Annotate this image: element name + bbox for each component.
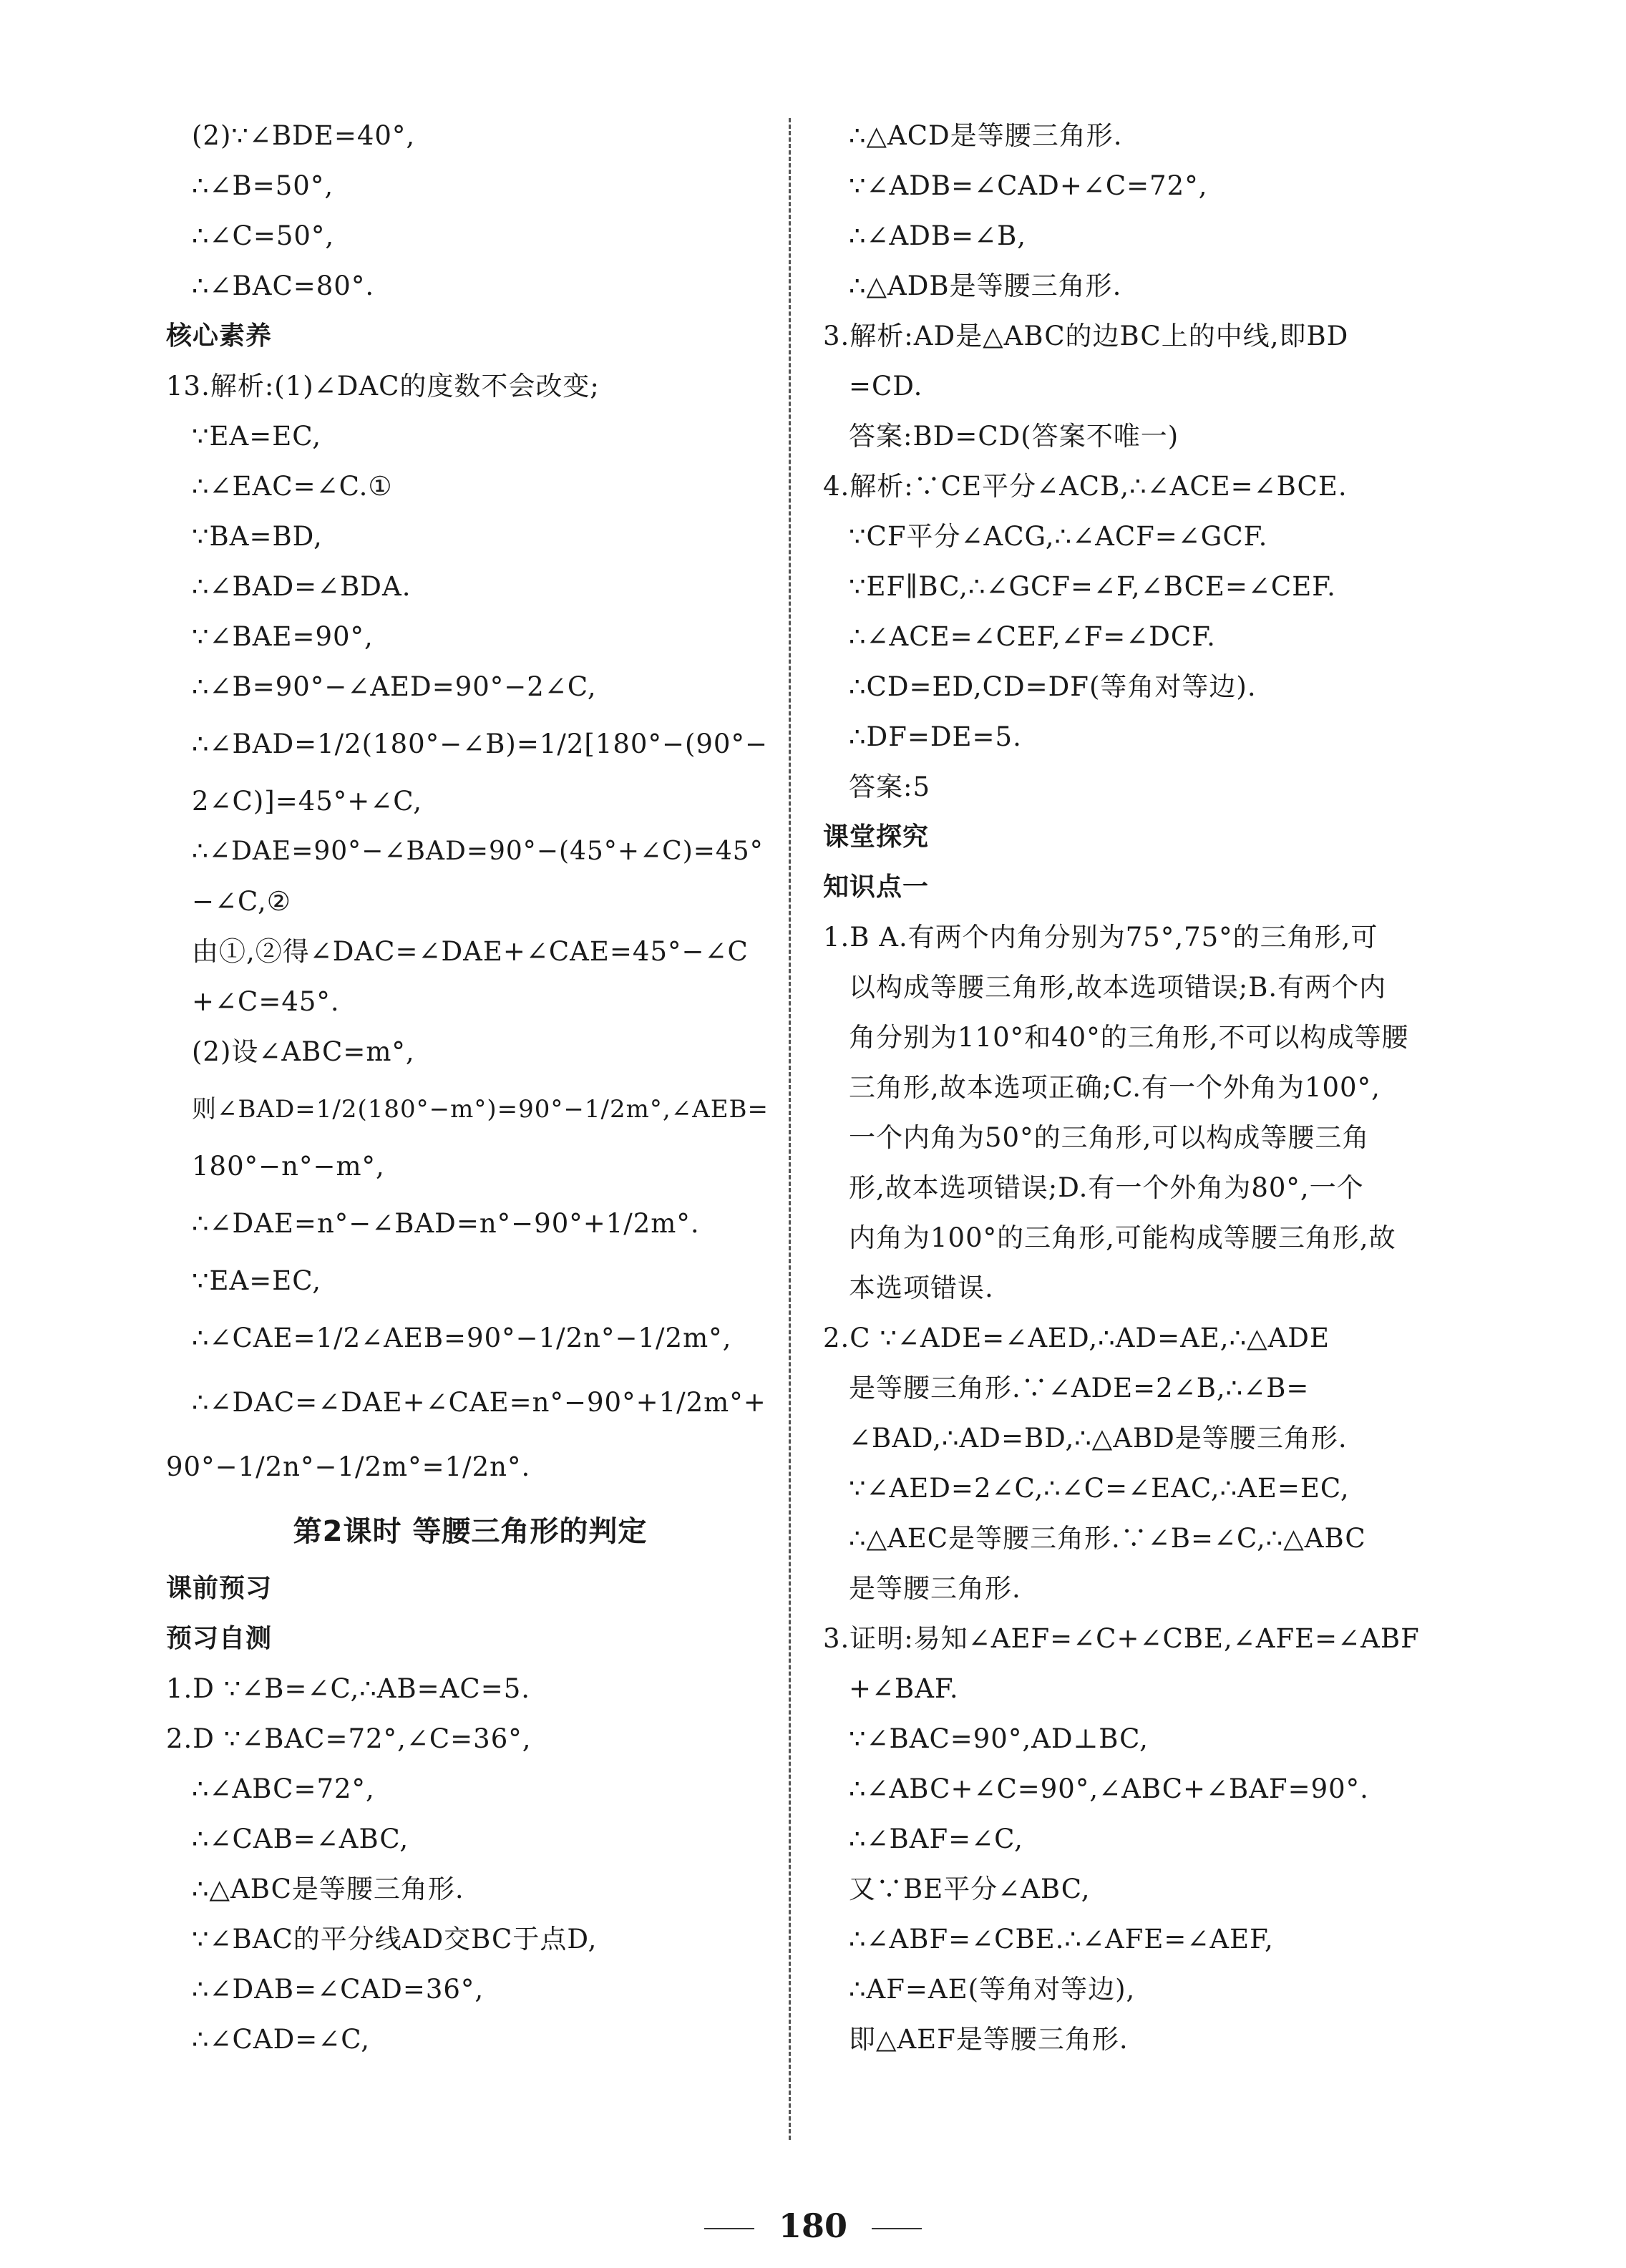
text-line: ∴AF=AE(等角对等边),	[849, 1974, 1136, 2005]
page-footer	[0, 2204, 1626, 2247]
text-line: ∴∠CAB=∠ABC,	[192, 1824, 409, 1854]
text-line: ∴∠BAD=∠BDA.	[192, 571, 412, 602]
text-line: ∴∠ACE=∠CEF,∠F=∠DCF.	[849, 621, 1216, 652]
text-line: ∴∠C=50°,	[192, 220, 335, 251]
text-line: 3.解析:AD是△ABC的边BC上的中线,即BD	[823, 321, 1349, 351]
text-line: 是等腰三角形.	[849, 1573, 1021, 1604]
text-line: ∴∠ABF=∠CBE.∴∠AFE=∠AEF,	[849, 1924, 1274, 1955]
text-line: ∵∠BAC=90°,AD⊥BC,	[849, 1723, 1149, 1754]
text-line: 则∠BAD=1/2(180°−m°)=90°−1/2m°,∠AEB=	[192, 1095, 769, 1124]
text-line: ∵∠BAC的平分线AD交BC于点D,	[192, 1924, 598, 1955]
text-line: ∴∠ABC=72°,	[192, 1773, 375, 1804]
text-line: ∠BAD,∴AD=BD,∴△ABD是等腰三角形.	[849, 1423, 1348, 1454]
text-line: ∴∠DAB=∠CAD=36°,	[192, 1974, 485, 2005]
text-line: 2∠C)]=45°+∠C,	[192, 786, 423, 817]
text-line: 又∵BE平分∠ABC,	[849, 1874, 1091, 1904]
text-line: +∠BAF.	[849, 1673, 959, 1704]
text-line: 本选项错误.	[849, 1272, 994, 1303]
text-line: 13.解析:(1)∠DAC的度数不会改变;	[166, 371, 600, 401]
text-line: ∵EA=EC,	[192, 1265, 322, 1296]
text-line: ∴∠ABC+∠C=90°,∠ABC+∠BAF=90°.	[849, 1773, 1369, 1804]
text-line: 1.B A.有两个内角分别为75°,75°的三角形,可	[823, 922, 1378, 953]
text-line: 3.证明:易知∠AEF=∠C+∠CBE,∠AFE=∠ABF	[823, 1623, 1420, 1654]
text-line: 是等腰三角形.∵∠ADE=2∠B,∴∠B=	[849, 1373, 1310, 1403]
text-line: 答案:5	[849, 772, 931, 802]
text-line: ∵EF∥BC,∴∠GCF=∠F,∠BCE=∠CEF.	[849, 571, 1336, 602]
text-line: ∵BA=BD,	[192, 521, 323, 552]
text-line: 4.解析:∵CE平分∠ACB,∴∠ACE=∠BCE.	[823, 471, 1348, 502]
section-heading: 核心素养	[166, 321, 273, 351]
text-line: ∴∠BAD=1/2(180°−∠B)=1/2[180°−(90°−	[192, 729, 768, 759]
text-line: 答案:BD=CD(答案不唯一)	[849, 421, 1179, 452]
text-line: 一个内角为50°的三角形,可以构成等腰三角	[849, 1122, 1370, 1153]
page-number: 180	[778, 2206, 848, 2245]
text-line: ∵EA=EC,	[192, 421, 322, 452]
text-line: 三角形,故本选项正确;C.有一个外角为100°,	[849, 1072, 1381, 1103]
text-line: ∵∠ADB=∠CAD+∠C=72°,	[849, 170, 1208, 201]
text-line: (2)设∠ABC=m°,	[192, 1036, 415, 1067]
text-line: ∴△ABC是等腰三角形.	[192, 1874, 464, 1904]
text-line: +∠C=45°.	[192, 986, 340, 1017]
text-line: ∴∠B=90°−∠AED=90°−2∠C,	[192, 671, 597, 702]
text-line: 180°−n°−m°,	[192, 1151, 385, 1182]
text-line: 2.C ∵∠ADE=∠AED,∴AD=AE,∴△ADE	[823, 1323, 1330, 1353]
text-line: ∴∠B=50°,	[192, 170, 334, 201]
text-line: 形,故本选项错误;D.有一个外角为80°,一个	[849, 1172, 1364, 1203]
text-line: ∵∠BAE=90°,	[192, 621, 374, 652]
text-line: ∴△ADB是等腰三角形.	[849, 271, 1122, 301]
text-line: (2)∵∠BDE=40°,	[192, 120, 416, 151]
text-line: =CD.	[849, 371, 923, 401]
text-line: ∴∠CAE=1/2∠AEB=90°−1/2n°−1/2m°,	[192, 1323, 732, 1353]
text-line: 即△AEF是等腰三角形.	[849, 2024, 1129, 2055]
text-line: 角分别为110°和40°的三角形,不可以构成等腰	[849, 1022, 1409, 1053]
text-line: ∴∠DAE=n°−∠BAD=n°−90°+1/2m°.	[192, 1208, 700, 1239]
text-line: 90°−1/2n°−1/2m°=1/2n°.	[166, 1451, 531, 1482]
text-line: ∴∠DAE=90°−∠BAD=90°−(45°+∠C)=45°	[192, 837, 764, 866]
text-line: 2.D ∵∠BAC=72°,∠C=36°,	[166, 1723, 532, 1754]
text-line: ∴∠EAC=∠C.①	[192, 471, 393, 502]
section-heading: 预习自测	[166, 1624, 273, 1653]
text-line: 1.D ∵∠B=∠C,∴AB=AC=5.	[166, 1673, 531, 1704]
section-heading: 课堂探究	[823, 822, 930, 852]
section-heading: 知识点一	[823, 872, 930, 902]
text-line: ∴△ACD是等腰三角形.	[849, 120, 1123, 151]
text-line: −∠C,②	[192, 886, 291, 917]
text-line: ∴∠BAF=∠C,	[849, 1824, 1023, 1854]
text-line: ∴∠DAC=∠DAE+∠CAE=n°−90°+1/2m°+	[192, 1387, 766, 1418]
footer-dash-left	[704, 2228, 754, 2229]
column-divider	[789, 118, 791, 2140]
text-line: ∴∠BAC=80°.	[192, 271, 375, 301]
text-line: 由①,②得∠DAC=∠DAE+∠CAE=45°−∠C	[192, 936, 749, 967]
text-line: ∴∠ADB=∠B,	[849, 220, 1027, 251]
text-line: 以构成等腰三角形,故本选项错误;B.有两个内	[849, 972, 1387, 1003]
section-heading: 课前预习	[166, 1574, 273, 1603]
text-line: ∴CD=ED,CD=DF(等角对等边).	[849, 671, 1257, 702]
text-line: ∵∠AED=2∠C,∴∠C=∠EAC,∴AE=EC,	[849, 1473, 1350, 1504]
text-line: ∵CF平分∠ACG,∴∠ACF=∠GCF.	[849, 521, 1268, 552]
lesson-title: 第2课时 等腰三角形的判定	[293, 1515, 648, 1548]
text-line: ∴∠CAD=∠C,	[192, 2024, 370, 2055]
footer-dash-right	[872, 2228, 922, 2229]
text-line: ∴DF=DE=5.	[849, 721, 1022, 752]
text-line: ∴△AEC是等腰三角形.∵∠B=∠C,∴△ABC	[849, 1523, 1366, 1554]
text-line: 内角为100°的三角形,可能构成等腰三角形,故	[849, 1222, 1396, 1253]
